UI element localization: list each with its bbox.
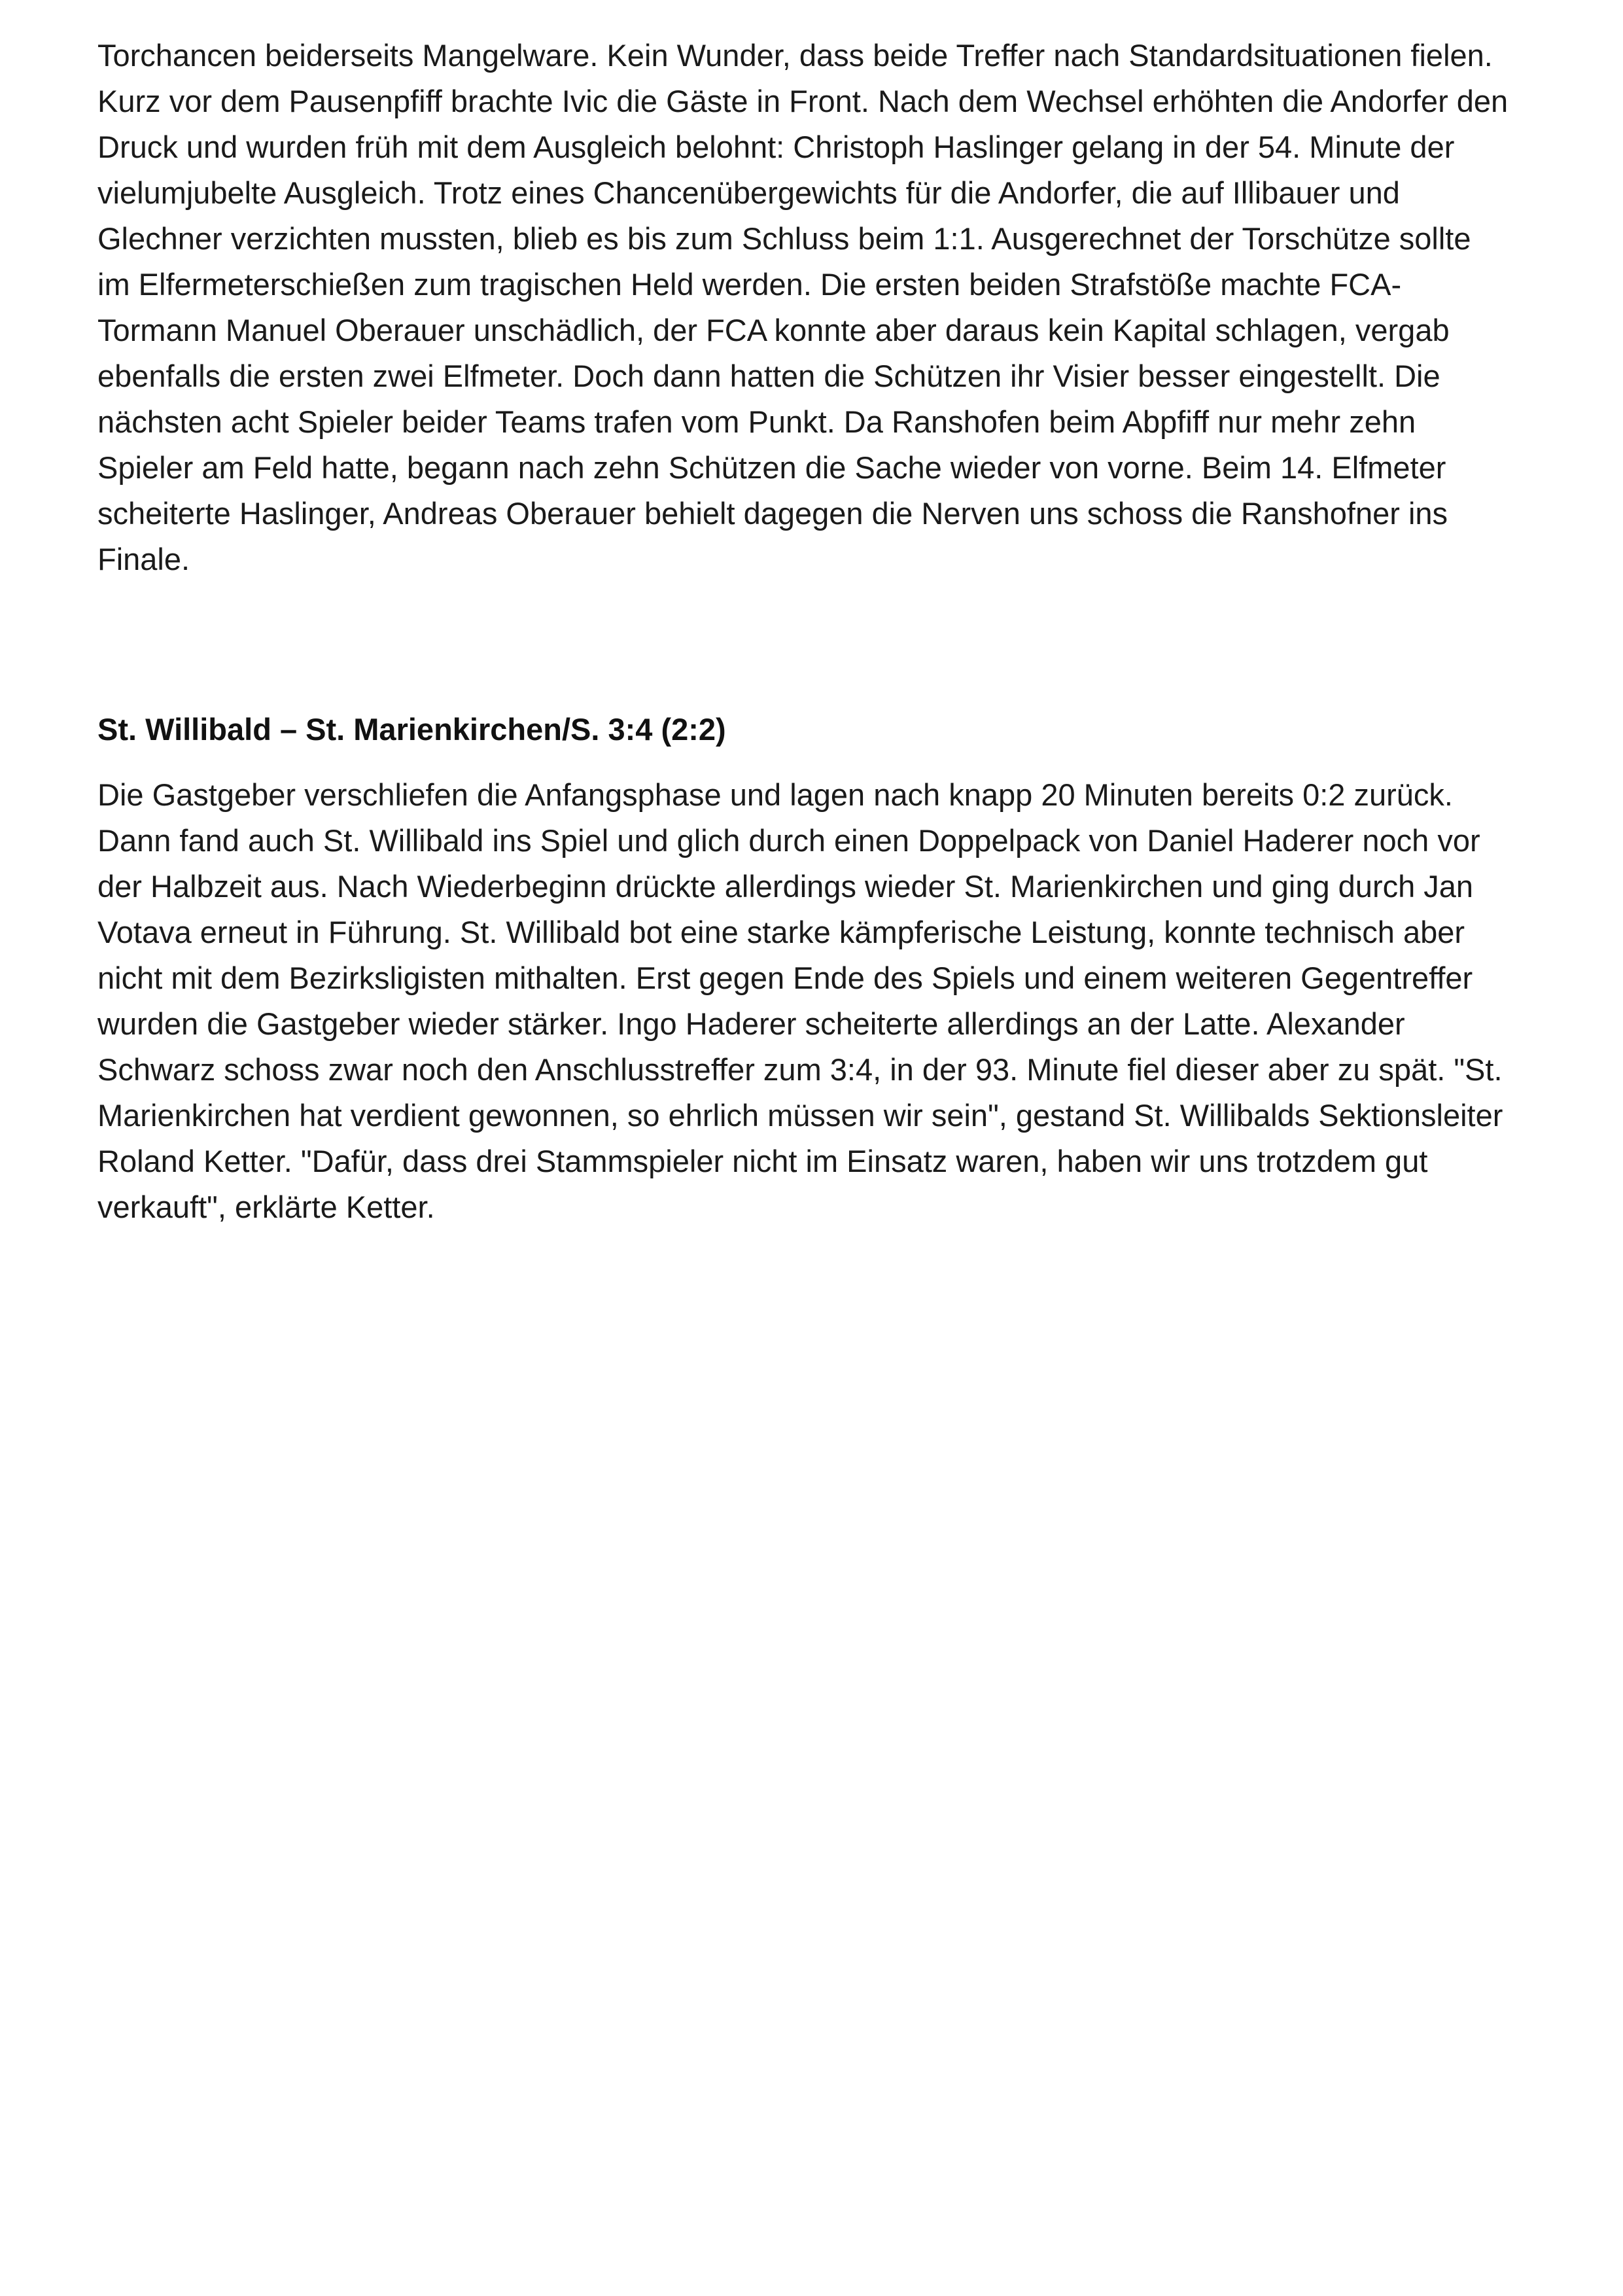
match-report-paragraph-2: Die Gastgeber verschliefen die Anfangsphase und lagen nach knapp 20 Minuten bereits 0:2 zurück. Dann fand auch St. Willibald ins Spiel und glich durch einen Doppelpack von Daniel Haderer noch vor der Halbzeit aus. Nach Wiederbeginn drückte allerdings wieder St. Marienkirchen und ging durch Jan Votava erneut in Führung. St. Willibald bot eine starke kämpferische Leistung, konnte technisch aber nicht mit dem Bezirksligisten mithalten. Erst gegen Ende des Spiels und einem weiteren Gegentreffer wurden die Gastgeber wieder stärker. Ingo Haderer scheiterte allerdings an der Latte. Alexander Schwarz schoss zwar noch den Anschlusstreffer zum 3:4, in der 93. Minute fiel dieser aber zu spät. "St. Marienkirchen hat verdient gewonnen, so ehrlich müssen wir sein", gestand St. Willibalds Sektionsleiter Roland Ketter. "Dafür, dass drei Stammspieler nicht im Einsatz waren, haben wir uns trotzdem gut verkauft", erklärte Ketter. — [97, 777, 1503, 1224]
match-report-paragraph: Torchancen beiderseits Mangelware. Kein Wunder, dass beide Treffer nach Standardsituationen fielen. Kurz vor dem Pausenpfiff brachte Ivic die Gäste in Front. Nach dem Wechsel erhöhten die Andorfer den Druck und wurden früh mit dem Ausgleich belohnt: Christoph Haslinger gelang in der 54. Minute der vielumjubelte Ausgleich. Trotz eines Chancenübergewichts für die Andorfer, die auf Illibauer und Glechner verzichten mussten, blieb es bis zum Schluss beim 1:1. Ausgerechnet der Torschütze sollte im Elfermeterschießen zum tragischen Held werden. Die ersten beiden Strafstöße machte FCA- Tormann Manuel Oberauer unschädlich, der FCA konnte aber daraus kein Kapital schlagen, vergab ebenfalls die ersten zwei Elfmeter. Doch dann hatten die Schützen ihr Visier besser eingestellt. Die nächsten acht Spieler beider Teams trafen vom Punkt. Da Ranshofen beim Abpfiff nur mehr zehn Spieler am Feld hatte, begann nach zehn Schützen die Sache wieder von vorne. Beim 14. Elfmeter scheiterte Haslinger, Andreas Oberauer behielt dagegen die Nerven uns schoss die Ranshofner ins Finale. — [97, 38, 1509, 576]
match-heading: St. Willibald – St. Marienkirchen/S. 3:4 (2:2) — [97, 712, 726, 747]
